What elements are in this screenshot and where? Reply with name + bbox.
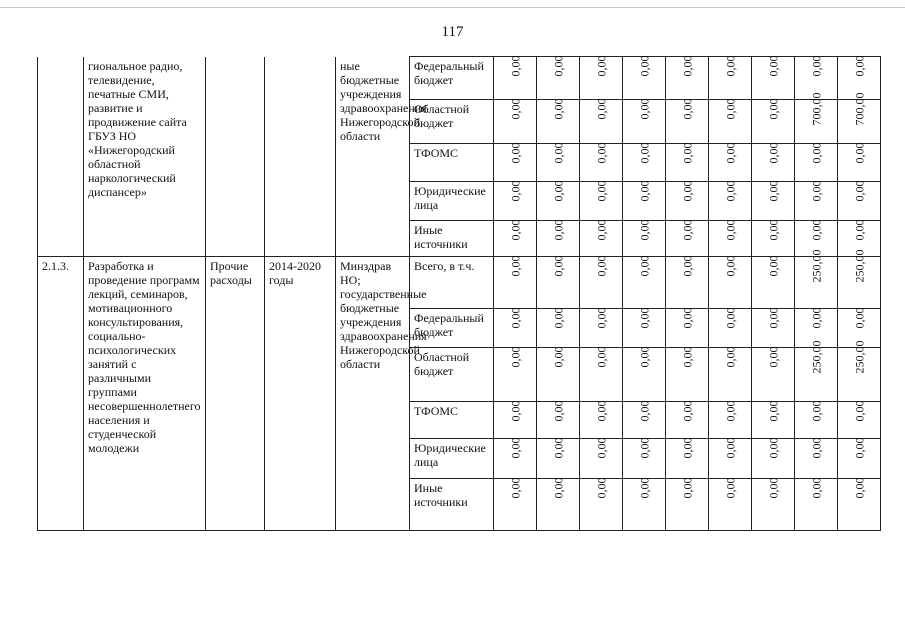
value-cell xyxy=(752,402,795,439)
value-text: 0,00 xyxy=(551,180,565,202)
item-period: 2014-2020 годы xyxy=(265,257,336,531)
funding-source: Областной бюджет xyxy=(410,348,494,402)
value-cell xyxy=(537,257,580,309)
value-cell xyxy=(838,479,881,531)
value-cell xyxy=(623,100,666,144)
value-text: 0,00 xyxy=(551,346,565,368)
value-cell xyxy=(838,144,881,182)
item-expense-type: Прочие расходы xyxy=(206,257,265,531)
value-cell xyxy=(709,100,752,144)
value-cell xyxy=(666,221,709,257)
value-text: 0,00 xyxy=(809,400,823,422)
value-cell xyxy=(666,479,709,531)
value-text: 0,00 xyxy=(594,255,608,277)
value-text: 0,00 xyxy=(852,400,866,422)
value-text: 0,00 xyxy=(594,400,608,422)
value-cell xyxy=(537,479,580,531)
value-cell xyxy=(494,221,537,257)
value-text: 0,00 xyxy=(551,400,565,422)
value-cell xyxy=(795,92,838,144)
value-text: 700,00 xyxy=(809,92,823,126)
value-cell xyxy=(666,348,709,402)
value-text: 0,00 xyxy=(809,307,823,329)
value-cell xyxy=(709,182,752,221)
value-cell xyxy=(752,439,795,479)
value-text: 0,00 xyxy=(766,400,780,422)
value-cell xyxy=(709,144,752,182)
value-text: 0,00 xyxy=(637,142,651,164)
value-text: 0,00 xyxy=(809,477,823,499)
value-cell xyxy=(752,348,795,402)
value-cell xyxy=(494,402,537,439)
value-cell xyxy=(580,57,623,100)
value-text: 0,00 xyxy=(594,219,608,241)
value-text: 0,00 xyxy=(594,142,608,164)
value-text: 0,00 xyxy=(680,477,694,499)
value-text: 0,00 xyxy=(508,400,522,422)
value-text: 700,00 xyxy=(852,92,866,126)
value-text: 0,00 xyxy=(852,437,866,459)
value-cell xyxy=(709,348,752,402)
value-text: 0,00 xyxy=(766,437,780,459)
item-executor: ные бюджетные учреждения здравоохранения Нижегородской области xyxy=(336,57,410,257)
value-text: 0,00 xyxy=(551,437,565,459)
value-text: 0,00 xyxy=(508,307,522,329)
value-text: 0,00 xyxy=(508,98,522,120)
value-text: 0,00 xyxy=(723,255,737,277)
item-description: Разработка и проведение программ лекций, семинаров, мотивационного консультирования, социально-психологических занятий с различными группами несовершеннолетнего населения и студенческой молодежи xyxy=(84,257,206,531)
value-cell xyxy=(795,144,838,182)
table-row xyxy=(38,257,881,309)
value-text: 0,00 xyxy=(508,55,522,77)
value-text: 0,00 xyxy=(680,346,694,368)
value-text: 0,00 xyxy=(637,255,651,277)
value-text: 0,00 xyxy=(809,180,823,202)
value-text: 0,00 xyxy=(594,437,608,459)
value-text: 0,00 xyxy=(551,307,565,329)
value-cell xyxy=(537,57,580,100)
funding-source: ТФОМС xyxy=(410,144,494,182)
value-text: 0,00 xyxy=(723,346,737,368)
item-period xyxy=(265,57,336,257)
value-cell xyxy=(752,100,795,144)
value-text: 0,00 xyxy=(852,142,866,164)
value-text: 0,00 xyxy=(551,98,565,120)
value-text: 0,00 xyxy=(723,180,737,202)
value-cell xyxy=(537,221,580,257)
value-cell xyxy=(537,309,580,348)
value-cell xyxy=(666,257,709,309)
value-cell xyxy=(494,57,537,100)
value-cell xyxy=(795,182,838,221)
value-cell xyxy=(709,57,752,100)
value-cell xyxy=(795,402,838,439)
value-cell xyxy=(752,182,795,221)
value-text: 0,00 xyxy=(594,477,608,499)
value-cell xyxy=(709,402,752,439)
value-text: 0,00 xyxy=(508,255,522,277)
value-cell xyxy=(623,144,666,182)
value-text: 0,00 xyxy=(723,437,737,459)
value-cell xyxy=(752,309,795,348)
page-number: 117 xyxy=(441,24,464,40)
value-cell xyxy=(666,309,709,348)
value-cell xyxy=(580,402,623,439)
value-text: 0,00 xyxy=(594,180,608,202)
item-expense-type xyxy=(206,57,265,257)
value-cell xyxy=(494,439,537,479)
top-border-line xyxy=(0,7,905,8)
value-text: 0,00 xyxy=(508,477,522,499)
value-cell xyxy=(838,182,881,221)
value-text: 0,00 xyxy=(508,142,522,164)
value-cell xyxy=(623,439,666,479)
value-cell xyxy=(580,221,623,257)
value-cell xyxy=(709,479,752,531)
value-cell xyxy=(537,144,580,182)
value-cell xyxy=(580,439,623,479)
value-text: 0,00 xyxy=(852,477,866,499)
value-text: 0,00 xyxy=(680,142,694,164)
value-cell xyxy=(838,92,881,144)
value-cell xyxy=(666,57,709,100)
value-cell xyxy=(795,479,838,531)
value-text: 0,00 xyxy=(637,98,651,120)
table-row xyxy=(38,57,881,100)
value-cell xyxy=(666,100,709,144)
value-cell xyxy=(752,221,795,257)
value-cell xyxy=(494,348,537,402)
value-text: 0,00 xyxy=(551,55,565,77)
value-cell xyxy=(580,100,623,144)
value-cell xyxy=(666,144,709,182)
value-text: 250,00 xyxy=(852,249,866,283)
funding-source: Иные источники xyxy=(410,479,494,531)
value-cell xyxy=(752,57,795,100)
value-text: 0,00 xyxy=(680,180,694,202)
value-cell xyxy=(580,348,623,402)
value-text: 0,00 xyxy=(723,477,737,499)
value-cell xyxy=(752,144,795,182)
value-text: 0,00 xyxy=(551,142,565,164)
value-text: 0,00 xyxy=(680,98,694,120)
value-text: 0,00 xyxy=(723,219,737,241)
value-text: 0,00 xyxy=(594,346,608,368)
value-text: 0,00 xyxy=(637,437,651,459)
value-cell xyxy=(623,57,666,100)
value-cell xyxy=(580,182,623,221)
value-cell xyxy=(494,309,537,348)
value-text: 0,00 xyxy=(809,142,823,164)
funding-source: Федеральный бюджет xyxy=(410,309,494,348)
value-text: 0,00 xyxy=(680,307,694,329)
value-text: 0,00 xyxy=(766,346,780,368)
value-cell xyxy=(580,309,623,348)
item-description: гиональное радио, телевидение, печатные СМИ, развитие и продвижение сайта ГБУЗ НО «Нижегородский областной наркологический диспансер» xyxy=(84,57,206,257)
value-cell xyxy=(494,144,537,182)
value-text: 0,00 xyxy=(852,307,866,329)
value-text: 0,00 xyxy=(637,219,651,241)
value-cell xyxy=(537,439,580,479)
value-text: 0,00 xyxy=(809,219,823,241)
value-text: 0,00 xyxy=(508,437,522,459)
value-cell xyxy=(537,348,580,402)
value-cell xyxy=(709,439,752,479)
value-text: 0,00 xyxy=(766,180,780,202)
value-text: 0,00 xyxy=(680,219,694,241)
value-cell xyxy=(623,402,666,439)
value-cell xyxy=(623,257,666,309)
value-text: 250,00 xyxy=(809,249,823,283)
finance-table xyxy=(37,56,881,531)
value-cell xyxy=(838,340,881,402)
value-text: 0,00 xyxy=(766,55,780,77)
value-text: 0,00 xyxy=(809,55,823,77)
value-text: 0,00 xyxy=(551,477,565,499)
value-text: 0,00 xyxy=(508,346,522,368)
value-cell xyxy=(795,340,838,402)
value-cell xyxy=(838,402,881,439)
value-text: 0,00 xyxy=(551,219,565,241)
value-text: 0,00 xyxy=(852,219,866,241)
value-cell xyxy=(838,439,881,479)
funding-source: Областной бюджет xyxy=(410,100,494,144)
value-cell xyxy=(709,221,752,257)
item-executor: Минздрав НО; государственные бюджетные учреждения здравоохранения Нижегородской области xyxy=(336,257,410,531)
value-text: 0,00 xyxy=(508,180,522,202)
funding-source: Иные источники xyxy=(410,221,494,257)
value-text: 0,00 xyxy=(637,346,651,368)
item-number xyxy=(38,57,84,257)
value-text: 0,00 xyxy=(852,180,866,202)
value-text: 0,00 xyxy=(637,477,651,499)
value-text: 0,00 xyxy=(723,55,737,77)
value-cell xyxy=(666,182,709,221)
value-cell xyxy=(494,479,537,531)
value-text: 0,00 xyxy=(594,55,608,77)
value-cell xyxy=(537,100,580,144)
value-cell xyxy=(537,402,580,439)
value-text: 0,00 xyxy=(766,142,780,164)
value-cell xyxy=(795,249,838,309)
value-cell xyxy=(623,182,666,221)
value-text: 0,00 xyxy=(723,142,737,164)
value-text: 0,00 xyxy=(723,98,737,120)
value-text: 0,00 xyxy=(594,98,608,120)
funding-source: ТФОМС xyxy=(410,402,494,439)
value-text: 0,00 xyxy=(680,55,694,77)
value-text: 0,00 xyxy=(680,400,694,422)
value-text: 0,00 xyxy=(766,477,780,499)
value-cell xyxy=(752,479,795,531)
value-cell xyxy=(666,402,709,439)
value-cell xyxy=(623,309,666,348)
value-cell xyxy=(623,348,666,402)
value-text: 0,00 xyxy=(723,307,737,329)
value-cell xyxy=(537,182,580,221)
value-cell xyxy=(752,257,795,309)
funding-source: Всего, в т.ч. xyxy=(410,257,494,309)
value-cell xyxy=(580,144,623,182)
value-cell xyxy=(494,182,537,221)
value-text: 0,00 xyxy=(680,437,694,459)
value-cell xyxy=(494,100,537,144)
value-cell xyxy=(838,249,881,309)
value-text: 0,00 xyxy=(637,400,651,422)
block-a xyxy=(38,57,881,257)
value-cell xyxy=(580,479,623,531)
funding-source: Федеральный бюджет xyxy=(410,57,494,100)
value-text: 0,00 xyxy=(551,255,565,277)
funding-source: Юридические лица xyxy=(410,182,494,221)
value-text: 0,00 xyxy=(637,180,651,202)
value-text: 0,00 xyxy=(809,437,823,459)
value-cell xyxy=(795,439,838,479)
value-cell xyxy=(580,257,623,309)
value-text: 0,00 xyxy=(766,98,780,120)
value-text: 0,00 xyxy=(723,400,737,422)
value-cell xyxy=(494,257,537,309)
value-text: 0,00 xyxy=(766,307,780,329)
value-text: 0,00 xyxy=(766,219,780,241)
value-text: 0,00 xyxy=(852,55,866,77)
value-text: 0,00 xyxy=(637,55,651,77)
value-text: 0,00 xyxy=(594,307,608,329)
item-number: 2.1.3. xyxy=(38,257,84,531)
value-cell xyxy=(666,439,709,479)
value-text: 0,00 xyxy=(766,255,780,277)
value-cell xyxy=(623,221,666,257)
value-text: 0,00 xyxy=(680,255,694,277)
value-cell xyxy=(709,309,752,348)
block-b xyxy=(38,249,881,531)
value-text: 0,00 xyxy=(508,219,522,241)
value-text: 250,00 xyxy=(809,340,823,374)
value-text: 0,00 xyxy=(637,307,651,329)
value-cell xyxy=(623,479,666,531)
value-cell xyxy=(709,257,752,309)
value-text: 250,00 xyxy=(852,340,866,374)
funding-source: Юридические лица xyxy=(410,439,494,479)
